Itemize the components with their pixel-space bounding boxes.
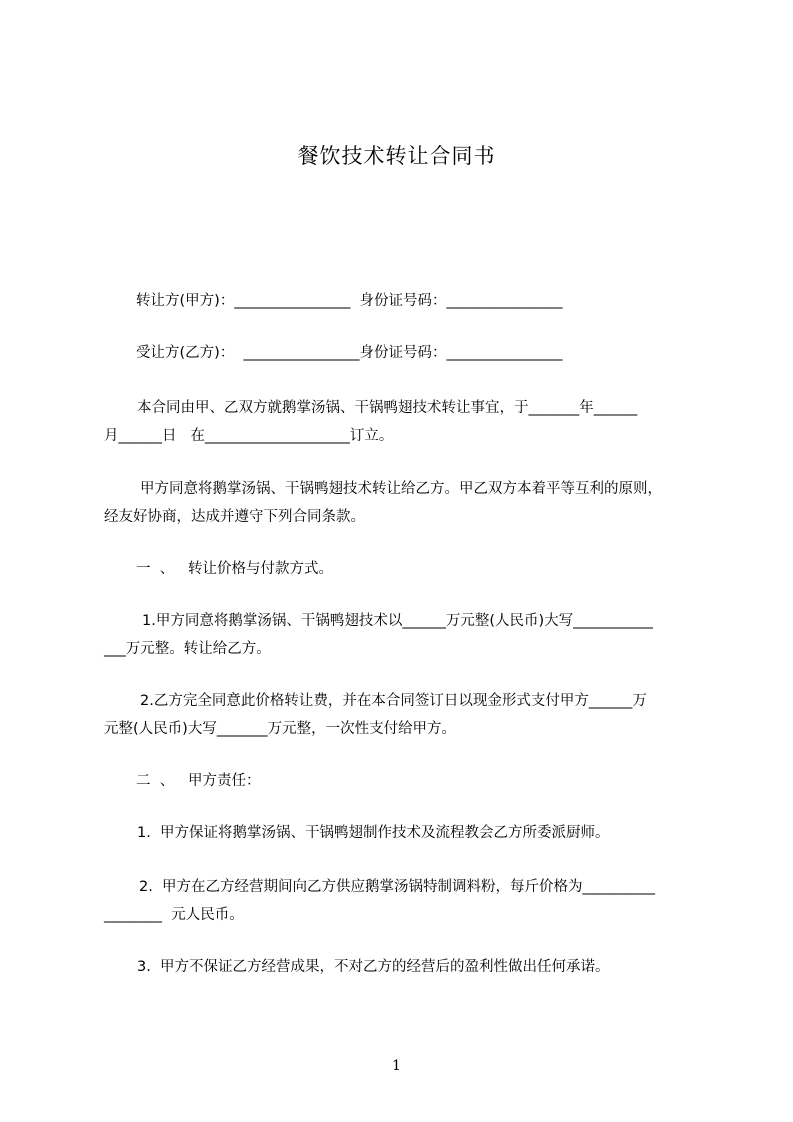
document-title: 餐饮技术转让合同书 — [297, 144, 496, 168]
agreement-line-1: 甲方同意将鹅掌汤锅、干锅鸭翅技术转让给乙方。甲乙双方本着平等互利的原则， — [140, 481, 662, 497]
clause-1-2-line-1: 2.乙方完全同意此价格转让费，并在本合同签订日以现金形式支付甲方______万 — [140, 693, 647, 709]
agreement-line-2: 经友好协商，达成并遵守下列合同条款。 — [104, 509, 365, 525]
clause-1-2-line-2: 元整(人民币)大写_______万元整，一次性支付给甲方。 — [104, 721, 457, 737]
section-heading-1: 一 、 转让价格与付款方式。 — [136, 561, 334, 577]
clause-2-2-line-1: 2. 甲方在乙方经营期间向乙方供应鹅掌汤锅特制调料粉，每斤价格为__________ — [139, 879, 656, 895]
party-a-line: 转让方(甲方)：________________ 身份证号码：________________ — [136, 293, 563, 309]
page-number: 1 — [392, 1058, 401, 1074]
clause-2-1: 1. 甲方保证将鹅掌汤锅、干锅鸭翅制作技术及流程教会乙方所委派厨师。 — [137, 825, 610, 841]
party-b-line: 受让方(乙方)： ________________身份证号码：________________ — [136, 345, 563, 361]
section-heading-2: 二 、 甲方责任： — [136, 773, 261, 789]
clause-2-3: 3. 甲方不保证乙方经营成果，不对乙方的经营后的盈利性做出任何承诺。 — [137, 959, 610, 975]
clause-2-2-line-2: ________ 元人民币。 — [104, 907, 244, 923]
intro-line-1: 本合同由甲、乙双方就鹅掌汤锅、干锅鸭翅技术转让事宜，于_______年______ — [137, 400, 638, 416]
clause-1-1-line-1: 1.甲方同意将鹅掌汤锅、干锅鸭翅技术以______万元整(人民币)大写___________ — [142, 613, 653, 629]
intro-line-2: 月______日 在____________________订立。 — [104, 428, 394, 444]
clause-1-1-line-2: ___万元整。转让给乙方。 — [104, 641, 271, 657]
